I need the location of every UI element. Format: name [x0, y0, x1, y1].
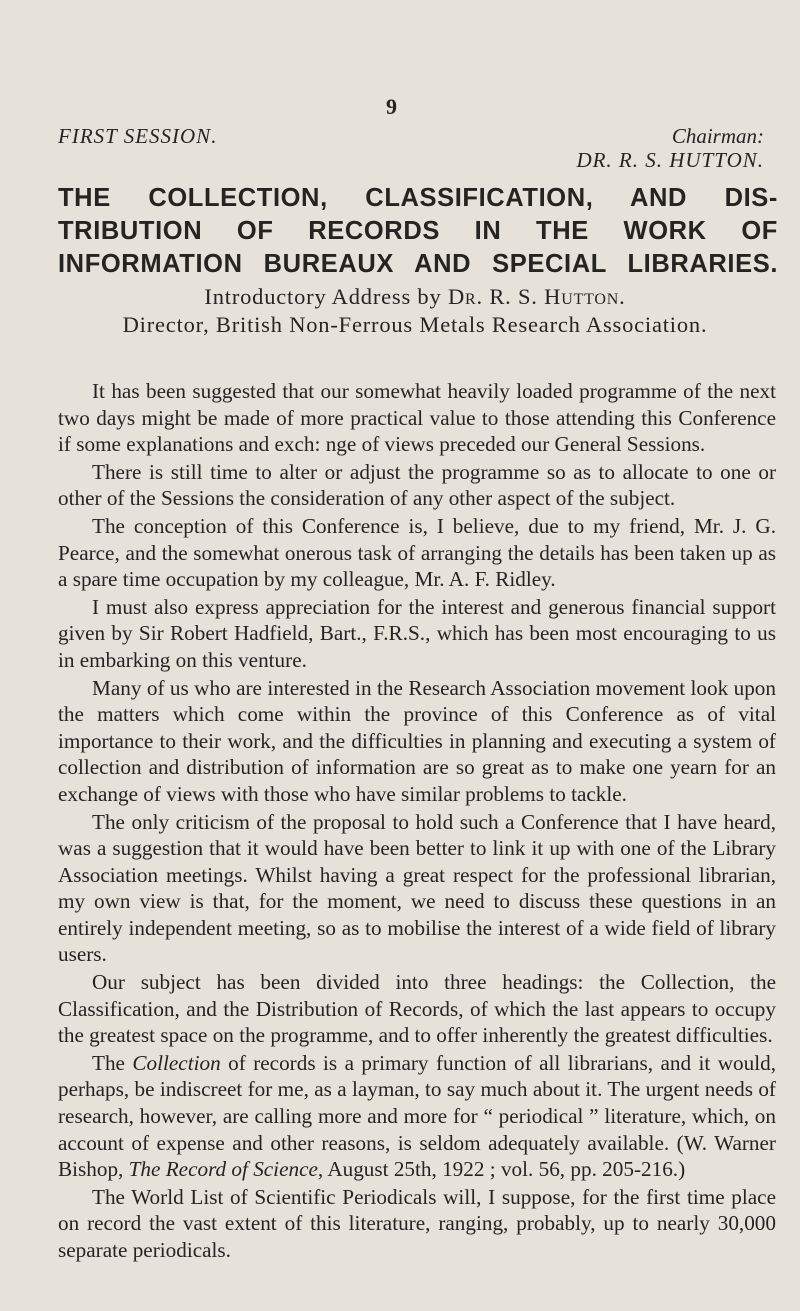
session-header	[58, 124, 772, 178]
author-role: Director, British Non-Ferrous Metals Research Association.	[122, 312, 708, 337]
byline-address	[58, 283, 772, 311]
byline	[58, 283, 772, 339]
page-number: 9	[386, 94, 397, 119]
para-tail: , August 25th, 1922 ; vol. 56, pp. 205-216.)	[317, 1157, 686, 1182]
title-line: THE COLLECTION, CLASSIFICATION, AND DIS-	[58, 184, 778, 212]
paragraph: There is still time to alter or adjust the programme so as to allocate to one or other of the Sessions the consideration of any other aspect of the subject.	[58, 459, 776, 511]
chairman-label: Chairman:	[671, 124, 764, 148]
italic-term: Collection	[132, 1050, 221, 1075]
session-label: FIRST SESSION.	[58, 124, 218, 148]
paragraph: The conception of this Conference is, I believe, due to my friend, Mr. J. G. Pearce, and the somewhat onerous task of arranging the details has been taken up as a spare time occupation by my colleague, Mr. A. F. Ridley.	[58, 513, 776, 592]
paper-title	[58, 182, 778, 281]
body-text	[58, 378, 776, 1265]
chairman-name: DR. R. S. HUTTON.	[576, 148, 764, 172]
paragraph: The World List of Scientific Periodicals will, I suppose, for the first time place on record the vast extent of this literature, ranging, probably, up to nearly 30,000 separate periodicals.	[58, 1184, 776, 1262]
paragraph: I must also express appreciation for the interest and generous financial support given by Sir Robert Hadfield, Bart., F.R.S., which has been most encouraging to us in embarking on this venture.	[58, 594, 776, 672]
title-line: TRIBUTION OF RECORDS IN THE WORK OF	[58, 217, 778, 245]
para-mid: of records is a primary function of all librarians, and it would, perhaps, be indiscreet for me, as a layman, to say much about it. The urgent needs of research, however, are calling more and more for “ periodical ” literature, which, on account of expense and other reasons, is seldom adequately available. (W. Warner Bishop,	[58, 1050, 776, 1182]
para-lead: The	[92, 1050, 133, 1075]
citation-title: The Record of Science	[128, 1157, 318, 1182]
paragraph: Our subject has been divided into three headings: the Collection, the Classification, and the Distribution of Records, of which the last appears to occupy the greatest space on the programme, and to offer inherently the greatest difficulties.	[58, 970, 776, 1048]
byline-prefix: Introductory Address by	[204, 284, 448, 309]
paragraph: The only criticism of the proposal to hold such a Conference that I have heard, was a suggestion that it would have been better to link it up with one of the Library Association meetings. Whilst having a great respect for the professional librarian, my own view is that, for the moment, we need to discuss these questions in an entirely independent meeting, so as to mobilise the interest of a wide field of library users.	[58, 809, 776, 967]
title-line: INFORMATION BUREAUX AND SPECIAL LIBRARIES.	[58, 250, 778, 278]
paragraph: It has been suggested that our somewhat heavily loaded programme of the next two days might be made of more practical value to those attending this Conference if some explanations and exch: nge of views preceded our General Sessions.	[58, 379, 776, 457]
paragraph	[58, 1050, 776, 1183]
author-name: Dr. R. S. Hutton.	[447, 284, 626, 309]
chairman-block	[576, 124, 764, 172]
paragraph: Many of us who are interested in the Research Association movement look upon the matters which come within the province of this Conference as of vital importance to their work, and the difficulties in planning and executing a system of collection and distribution of information are so great as to make one yearn for an exchange of views with those who have similar problems to tackle.	[58, 675, 776, 806]
